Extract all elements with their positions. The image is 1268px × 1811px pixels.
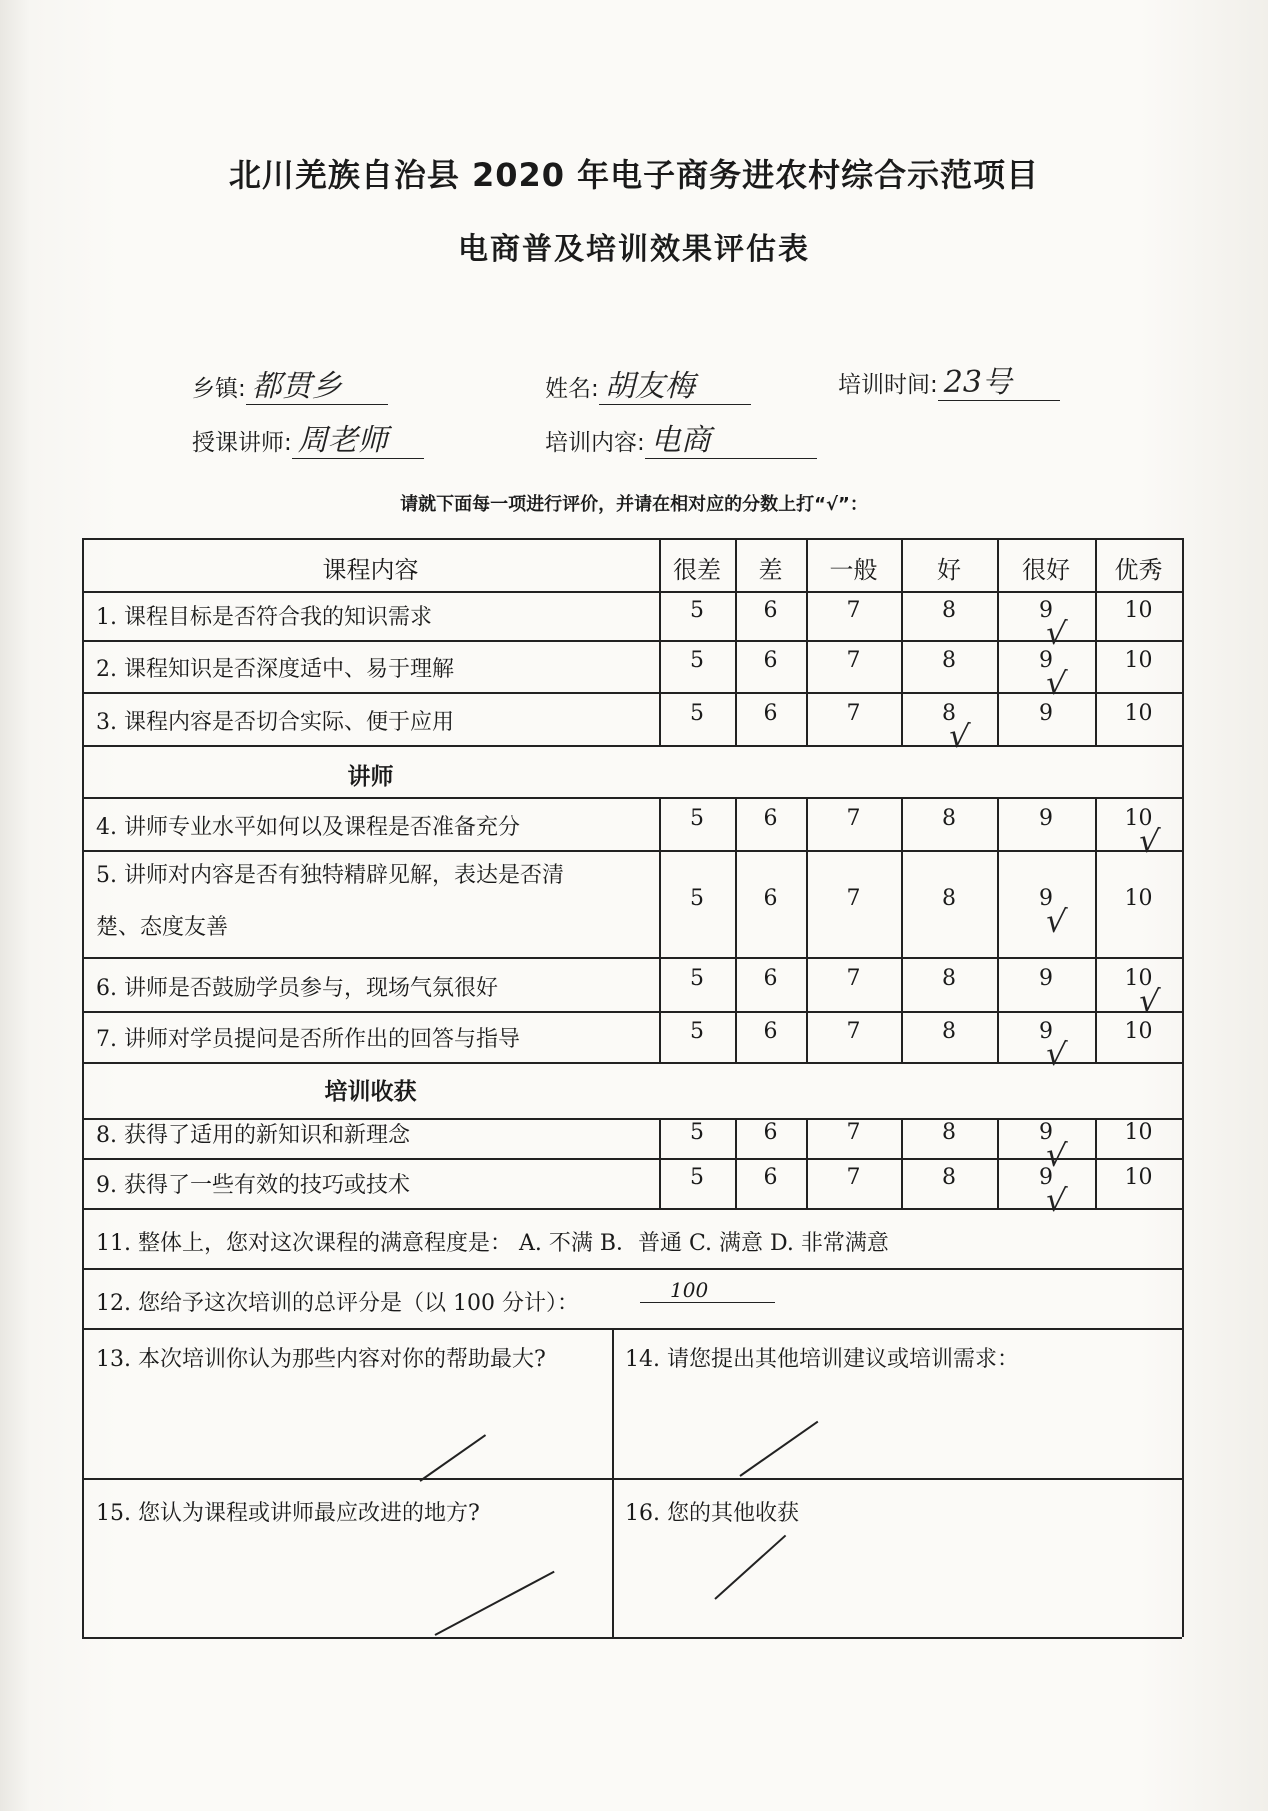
check-mark-icon: √ [1136,820,1161,861]
name-label: 姓名: [545,376,599,402]
table-line [82,957,1182,959]
question-8-text: 8. 获得了适用的新知识和新理念 [96,1123,410,1148]
score-option-7[interactable]: 7 [846,1165,861,1190]
score-option-6[interactable]: 6 [763,648,778,673]
q14-label: 14. 请您提出其他培训建议或培训需求： [625,1347,1019,1372]
check-mark-icon: √ [947,715,972,756]
score-option-6[interactable]: 6 [763,1165,778,1190]
table-line [82,692,1182,694]
question-3-text: 3. 课程内容是否切合实际、便于应用 [96,710,454,735]
table-line [997,1118,999,1208]
header-course-content: 课程内容 [322,556,419,584]
score-option-5[interactable]: 5 [690,597,704,623]
question-4-text: 4. 讲师专业水平如何以及课程是否准备充分 [96,815,520,840]
score-option-5[interactable]: 5 [690,966,704,991]
table-line [659,1118,661,1208]
table-line [997,797,999,1062]
score-option-10[interactable]: 10 [1124,597,1153,623]
table-line [82,1478,1182,1480]
question-1-text: 1. 课程目标是否符合我的知识需求 [96,605,432,630]
score-option-5[interactable]: 5 [690,700,704,726]
question-7-text: 7. 讲师对学员提问是否所作出的回答与指导 [96,1027,520,1052]
town-value: 都贯乡 [246,370,388,405]
score-option-8[interactable]: 8 [942,966,956,991]
check-mark-icon: √ [1044,612,1069,653]
table-line [735,1118,737,1208]
table-line [806,1118,808,1208]
table-line [1095,1118,1097,1208]
q12-label: 12. 您给予这次培训的总评分是（以 100 分计）： [96,1291,579,1316]
score-option-10[interactable]: 10 [1124,1120,1153,1145]
score-option-6[interactable]: 6 [763,597,778,623]
content-value: 电商 [645,424,817,459]
score-option-9[interactable]: 9 [1039,597,1053,623]
check-mark-icon: √ [1044,663,1069,703]
header-rating-6: 优秀 [1114,556,1163,584]
score-option-7[interactable]: 7 [846,966,861,991]
score-option-6[interactable]: 6 [763,1018,778,1044]
q16-label: 16. 您的其他收获 [625,1501,799,1526]
form-subtitle: 电商普及培训效果评估表 [458,232,810,267]
table-line [612,1328,614,1637]
question-5-text-cont: 楚、态度友善 [96,915,229,940]
table-bottom-border [82,1637,1182,1639]
q15-label: 15. 您认为课程或讲师最应改进的地方? [96,1501,480,1526]
table-line [82,1328,1182,1330]
header-rating-5: 很好 [1022,556,1070,584]
table-line [806,797,808,1062]
q11-satisfaction[interactable]: 11. 整体上，您对这次课程的满意程度是： A. 不满 B．普通 C. 满意 D. 非常满意 [96,1231,889,1256]
score-option-9[interactable]: 9 [1039,648,1053,673]
score-option-5[interactable]: 5 [690,805,704,831]
table-line [82,1062,1182,1064]
header-rating-3: 一般 [829,556,878,584]
table-line [82,1208,1182,1210]
score-option-5[interactable]: 5 [690,1165,704,1190]
table-right-border [1182,538,1184,1637]
check-mark-icon: √ [1044,1180,1069,1220]
score-option-10[interactable]: 10 [1124,966,1153,991]
table-line [82,640,1182,642]
question-2-text: 2. 课程知识是否深度适中、易于理解 [96,657,454,682]
score-option-6[interactable]: 6 [763,885,778,911]
question-6-text: 6. 讲师是否鼓励学员参与，现场气氛很好 [96,976,498,1001]
question-9-text: 9. 获得了一些有效的技巧或技术 [96,1173,410,1198]
time-value: 23号 [938,366,1060,401]
header-rating-4: 好 [937,556,961,584]
score-option-9[interactable]: 9 [1039,700,1053,726]
score-option-6[interactable]: 6 [763,966,778,991]
score-option-8[interactable]: 8 [942,1120,956,1145]
section-gains: 培训收获 [324,1079,417,1105]
header-rating-2: 差 [758,556,783,584]
question-5-text: 5. 讲师对内容是否有独特精辟见解，表达是否清 [96,863,564,888]
score-option-10[interactable]: 10 [1124,805,1153,831]
score-option-6[interactable]: 6 [763,805,778,831]
score-option-5[interactable]: 5 [690,1018,704,1044]
check-mark-icon: √ [1044,1033,1069,1074]
score-option-10[interactable]: 10 [1124,648,1153,673]
table-line [82,850,1182,852]
score-option-8[interactable]: 8 [942,648,956,673]
score-option-9[interactable]: 9 [1039,1018,1053,1044]
score-option-7[interactable]: 7 [846,805,861,831]
time-label: 培训时间: [838,372,938,398]
score-option-8[interactable]: 8 [942,700,956,726]
town-label: 乡镇: [192,376,246,402]
table-line [659,797,661,1062]
name-value: 胡友梅 [599,370,751,405]
score-option-5[interactable]: 5 [690,648,704,673]
score-option-9[interactable]: 9 [1039,1165,1053,1190]
score-option-10[interactable]: 10 [1124,1165,1153,1190]
score-option-5[interactable]: 5 [690,885,704,911]
score-option-5[interactable]: 5 [690,1120,704,1145]
table-line [901,1118,903,1208]
check-mark-icon: √ [1136,981,1161,1021]
score-option-7[interactable]: 7 [846,1018,861,1044]
score-option-10[interactable]: 10 [1124,1018,1153,1044]
score-option-8[interactable]: 8 [942,1018,956,1044]
score-option-8[interactable]: 8 [942,805,956,831]
form-title: 北川羌族自治县 2020 年电子商务进农村综合示范项目 [228,156,1040,194]
table-line [82,745,1182,747]
table-line [82,591,1182,593]
score-option-8[interactable]: 8 [942,597,956,623]
score-option-8[interactable]: 8 [942,885,956,911]
table-line [82,1158,1182,1160]
table-line [82,1268,1182,1270]
score-option-9[interactable]: 9 [1039,966,1053,991]
score-option-9[interactable]: 9 [1039,1120,1053,1145]
score-option-10[interactable]: 10 [1124,885,1153,911]
table-line [735,797,737,1062]
teacher-label: 授课讲师: [192,430,292,456]
header-rating-1: 很差 [673,556,721,584]
score-option-7[interactable]: 7 [846,648,861,673]
score-option-9[interactable]: 9 [1039,885,1053,911]
q13-label: 13. 本次培训你认为那些内容对你的帮助最大? [96,1347,546,1372]
score-option-8[interactable]: 8 [942,1165,956,1190]
q12-score-field[interactable]: 100 [640,1278,775,1303]
score-option-7[interactable]: 7 [846,700,861,726]
score-option-6[interactable]: 6 [763,700,778,726]
check-mark-icon: √ [1044,900,1069,941]
score-option-7[interactable]: 7 [846,597,861,623]
teacher-value: 周老师 [292,424,424,459]
table-top-border [82,538,1182,540]
instruction-text: 请就下面每一项进行评价，并请在相对应的分数上打“√”： [400,494,868,515]
score-option-10[interactable]: 10 [1124,700,1153,726]
table-line [1095,797,1097,1062]
section-teacher: 讲师 [347,764,394,790]
table-line [82,797,1182,799]
check-mark-icon: √ [1044,1135,1069,1175]
score-option-7[interactable]: 7 [846,885,861,911]
table-line [82,1011,1182,1013]
score-option-9[interactable]: 9 [1039,805,1053,831]
score-option-6[interactable]: 6 [763,1120,778,1145]
content-label: 培训内容: [545,430,645,456]
score-option-7[interactable]: 7 [846,1120,861,1145]
table-line [901,797,903,1062]
